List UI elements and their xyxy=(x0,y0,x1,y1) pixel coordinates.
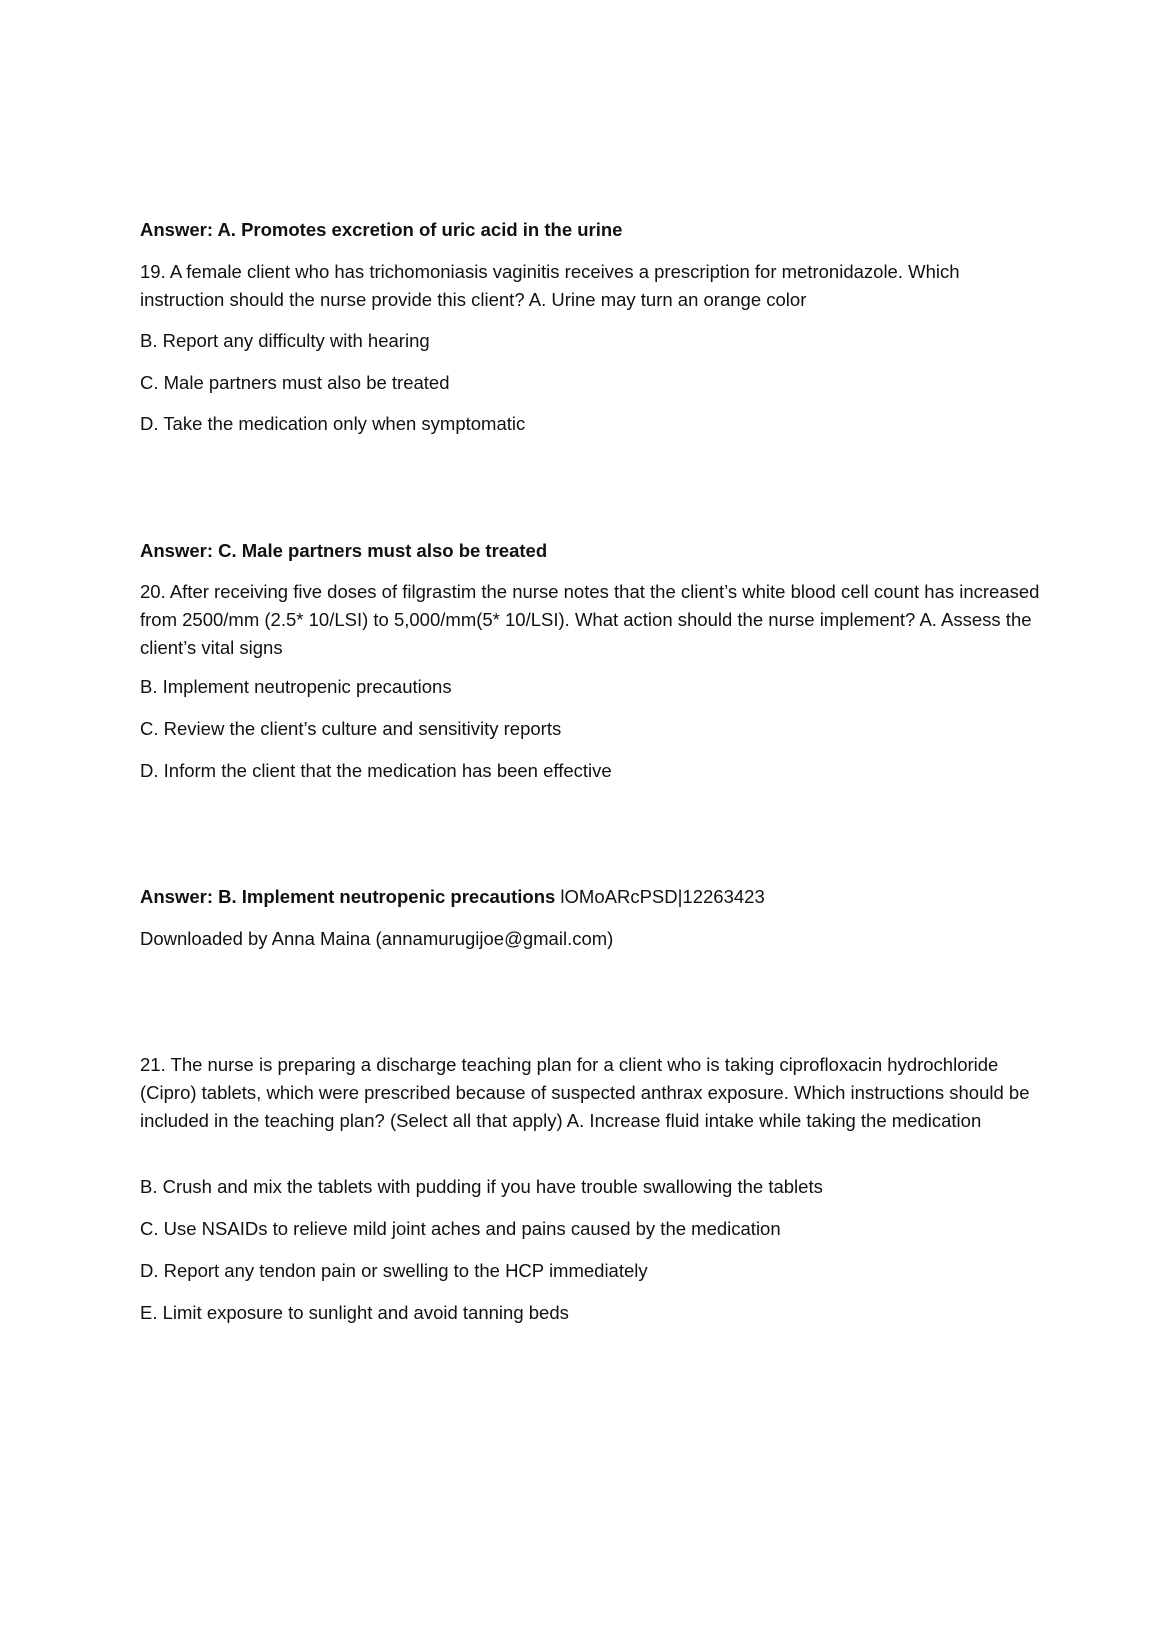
question-19-option-d: D. Take the medication only when symptomatic xyxy=(140,413,526,434)
question-21-stem: 21. The nurse is preparing a discharge teaching plan for a client who is taking ciprofloxacin hydrochloride (Cipro) tablets, which were prescribed because of suspected anthrax exposure. Which instructions should be included in the teaching plan? (Select all that apply) A. Increase fluid intake while taking the medication xyxy=(140,1054,1030,1131)
document-code: lOMoARcPSD|12263423 xyxy=(555,886,765,907)
question-21-option-d: D. Report any tendon pain or swelling to the HCP immediately xyxy=(140,1260,648,1281)
question-21-option-e: E. Limit exposure to sunlight and avoid tanning beds xyxy=(140,1302,569,1323)
question-19-option-c: C. Male partners must also be treated xyxy=(140,372,450,393)
question-20-stem: 20. After receiving five doses of filgrastim the nurse notes that the client’s white blood cell count has increased from 2500/mm (2.5* 10/LSI) to 5,000/mm(5* 10/LSI). What action should the nurse implement? A. Assess the client’s vital signs xyxy=(140,581,1040,658)
answer-18: Answer: A. Promotes excretion of uric acid in the urine xyxy=(140,219,623,240)
question-19-stem: 19. A female client who has trichomoniasis vaginitis receives a prescription for metronidazole. Which instruction should the nurse provide this client? A. Urine may turn an orange color xyxy=(140,261,960,310)
question-20-option-b: B. Implement neutropenic precautions xyxy=(140,676,452,697)
question-19-option-b: B. Report any difficulty with hearing xyxy=(140,330,430,351)
question-21-option-c: C. Use NSAIDs to relieve mild joint aches and pains caused by the medication xyxy=(140,1218,781,1239)
answer-20-line xyxy=(140,883,1040,911)
answer-20: Answer: B. Implement neutropenic precautions xyxy=(140,886,556,907)
question-20-option-d: D. Inform the client that the medication has been effective xyxy=(140,760,612,781)
downloaded-by-footer: Downloaded by Anna Maina (annamurugijoe@gmail.com) xyxy=(140,928,614,949)
question-20-option-c: C. Review the client’s culture and sensitivity reports xyxy=(140,718,562,739)
question-21-option-b: B. Crush and mix the tablets with pudding if you have trouble swallowing the tablets xyxy=(140,1176,823,1197)
answer-19: Answer: C. Male partners must also be treated xyxy=(140,540,548,561)
